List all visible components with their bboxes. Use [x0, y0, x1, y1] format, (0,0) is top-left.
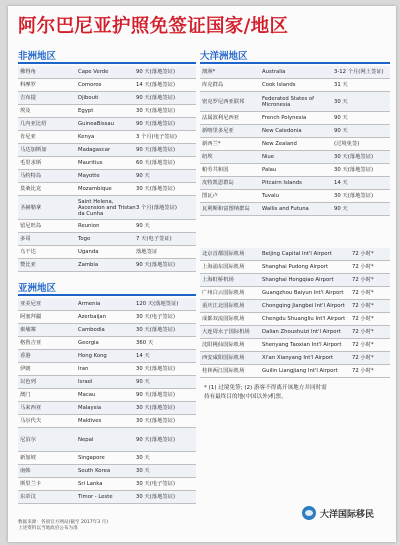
table-row	[200, 66, 390, 79]
cell-value: 落地签证	[136, 249, 158, 255]
watermark-text: 大洋国际移民	[320, 509, 375, 520]
footnote-line-2: 持有最终目的地(中国以外)机票。	[204, 394, 287, 400]
table-row	[18, 220, 196, 233]
table-row	[200, 300, 390, 313]
cell-chinese-name: 亚美尼亚	[20, 301, 42, 307]
cell-chinese-name: 多哥	[20, 236, 31, 242]
cell-chinese-name: 上海浦东国际机场	[202, 264, 245, 270]
cell-chinese-name: 柬埔寨	[20, 327, 36, 333]
table-row	[18, 170, 196, 183]
cell-value: 72 小时*	[352, 290, 374, 296]
cell-chinese-name: 纽埃	[202, 154, 213, 160]
cell-value: 72 小时*	[352, 264, 374, 270]
cell-english-name: Saint Helena, Ascension and Tristan da Cunha	[78, 198, 136, 217]
cell-english-name: Chongqing Jiangbei Int'l Airport	[262, 303, 345, 309]
cell-english-name: Macau	[78, 392, 96, 398]
africa-heading: 非洲地区	[18, 50, 196, 64]
table-row	[200, 274, 390, 287]
table-row	[200, 164, 390, 177]
cell-value: 30 天(落地签证)	[334, 193, 374, 199]
table-row	[18, 259, 196, 272]
table-row	[18, 79, 196, 92]
cell-english-name: GuineaBissau	[78, 121, 115, 127]
cell-chinese-name: 佛得角	[20, 69, 36, 75]
cell-chinese-name: 马约特岛	[20, 173, 42, 179]
cell-value: 3 个月(落地签证)	[136, 204, 177, 211]
table-row	[18, 183, 196, 196]
cell-value: 90 天	[136, 223, 150, 229]
table-row	[18, 118, 196, 131]
cell-chinese-name: 几内亚比绍	[20, 121, 47, 127]
table-row	[200, 365, 390, 378]
cell-chinese-name: 肯尼亚	[20, 134, 36, 140]
cell-value: 90 天(落地签证)	[136, 147, 176, 153]
cell-chinese-name: 香港	[20, 353, 31, 359]
table-row	[18, 402, 196, 415]
table-row	[18, 105, 196, 118]
cell-value: 90 天	[136, 379, 150, 385]
cell-english-name: New Caledonia	[262, 128, 302, 134]
cell-value: 90 天(落地签证)	[136, 95, 176, 101]
left-column	[18, 50, 196, 504]
cell-chinese-name: 马达加斯加	[20, 147, 47, 153]
cell-english-name: Iran	[78, 366, 89, 372]
table-row	[200, 203, 390, 216]
table-row	[200, 151, 390, 164]
africa-table	[18, 66, 196, 272]
cell-value: (过境免签)	[334, 141, 360, 147]
cell-english-name: Togo	[78, 236, 91, 242]
cell-value: 72 小时*	[352, 303, 374, 309]
cell-value: 90 天(落地签证)	[136, 392, 176, 398]
table-row	[18, 131, 196, 144]
cell-chinese-name: 格鲁吉亚	[20, 340, 42, 346]
table-row	[18, 478, 196, 491]
cell-value: 72 小时*	[352, 342, 374, 348]
cell-english-name: Shenyang Taoxian Int'l Airport	[262, 342, 342, 348]
cell-chinese-name: 斯里兰卡	[20, 481, 42, 487]
cell-value: 90 天(落地签证)	[136, 121, 176, 127]
table-row	[18, 376, 196, 389]
cell-chinese-name: 科摩罗	[20, 82, 36, 88]
asia-heading: 亚洲地区	[18, 282, 196, 296]
cell-chinese-name: 赞比亚	[20, 262, 36, 268]
cell-value: 90 天	[334, 128, 348, 134]
cell-chinese-name: 图瓦卢	[202, 193, 218, 199]
cell-value: 90 天	[136, 173, 150, 179]
cell-english-name: Palau	[262, 167, 277, 173]
cell-chinese-name: 新喀里多尼亚	[202, 128, 234, 134]
cell-value: 30 天(落地签证)	[136, 405, 176, 411]
cell-chinese-name: 帕劳共和国	[202, 167, 229, 173]
cell-chinese-name: 大连周水子国际机场	[202, 329, 250, 335]
cell-chinese-name: 东帝汶	[20, 494, 36, 500]
cell-chinese-name: 阿塞拜疆	[20, 314, 42, 320]
cell-chinese-name: 澳洲*	[202, 69, 216, 75]
footnote-line-1: * (1) 过境免签; (2) 游客不得离开该地方并同时需	[204, 385, 327, 391]
watermark	[302, 506, 374, 520]
cell-value: 14 天	[334, 180, 348, 186]
cell-value: 31 天	[334, 82, 348, 88]
cell-chinese-name: 埃及	[20, 108, 31, 114]
cell-chinese-name: 重庆江北国际机场	[202, 303, 245, 309]
cell-value: 3-12 个月(网上签证)	[334, 69, 384, 75]
cell-english-name: Wallis and Futuna	[262, 206, 309, 212]
cell-english-name: Chengdu Shuangliu Int'l Airport	[262, 316, 346, 322]
cell-chinese-name: 北京首都国际机场	[202, 251, 245, 257]
table-row	[18, 233, 196, 246]
cell-value: 90 天(落地签证)	[136, 69, 176, 75]
cell-value: 30 天(电子签证)	[136, 481, 176, 487]
cell-english-name: Mayotte	[78, 173, 100, 179]
source-note	[18, 520, 218, 532]
cell-value: 120 天(落地签证)	[136, 301, 179, 307]
table-row	[200, 79, 390, 92]
table-row	[18, 66, 196, 79]
table-row	[18, 491, 196, 504]
cell-chinese-name: 圣赫勒拿	[20, 204, 42, 211]
cell-english-name: Australia	[262, 69, 286, 75]
cell-english-name: Comoros	[78, 82, 102, 88]
source-text: 数据来源：各国官方网站(截至 2017年3 月) 上述资料以当地政府公布为准	[18, 520, 109, 531]
cell-chinese-name: 密克罗尼西亚联邦	[202, 98, 245, 105]
table-row	[18, 350, 196, 363]
cell-chinese-name: 新加坡	[20, 455, 36, 461]
table-row	[18, 246, 196, 259]
cell-english-name: Federated States of Micronesia	[262, 95, 315, 108]
table-row	[200, 326, 390, 339]
cell-chinese-name: 留尼旺岛	[20, 223, 42, 229]
cell-english-name: Reunion	[78, 223, 100, 229]
cell-value: 72 小时*	[352, 277, 374, 283]
cell-english-name: Israel	[78, 379, 93, 385]
cell-value: 30 天	[136, 468, 150, 474]
cell-english-name: Nepal	[78, 436, 94, 443]
cell-chinese-name: 尼泊尔	[20, 436, 36, 443]
cell-english-name: Kenya	[78, 134, 95, 140]
table-row	[200, 313, 390, 326]
cell-english-name: Beijing Capital Int'l Airport	[262, 251, 332, 257]
cell-english-name: Armenia	[78, 301, 101, 307]
cell-english-name: French Polynesia	[262, 115, 307, 121]
table-row	[18, 298, 196, 311]
cell-english-name: Mozambique	[78, 186, 112, 192]
page-title: 阿尔巴尼亚护照免签证国家/地区	[18, 16, 289, 37]
watermark-logo-icon	[302, 506, 316, 520]
table-row	[18, 452, 196, 465]
cell-chinese-name: 瓦利斯和富图纳群岛	[202, 206, 250, 212]
table-row	[200, 177, 390, 190]
cell-chinese-name: 桂林两江国际机场	[202, 368, 245, 374]
cell-value: 90 天(落地签证)	[136, 262, 176, 268]
cell-chinese-name: 以色列	[20, 379, 36, 385]
table-row	[18, 465, 196, 478]
cell-english-name: Djibouti	[78, 95, 99, 101]
cell-chinese-name: 沈阳桃仙国际机场	[202, 342, 245, 348]
cell-english-name: South Korea	[78, 468, 111, 474]
oceania-table	[200, 66, 390, 216]
cell-value: 14 天	[136, 353, 150, 359]
cell-english-name: Cambodia	[78, 327, 105, 333]
cell-english-name: Guilin Liangjiang Int'l Airport	[262, 368, 338, 374]
oceania-heading: 大洋洲地区	[200, 50, 390, 64]
cell-english-name: Georgia	[78, 340, 99, 346]
cell-english-name: Timor - Leste	[78, 494, 113, 500]
table-row	[18, 324, 196, 337]
table-row	[18, 311, 196, 324]
cell-value: 30 天(电子签证)	[136, 314, 176, 320]
cell-english-name: Cook Islands	[262, 82, 296, 88]
cell-english-name: Niue	[262, 154, 275, 160]
cell-chinese-name: 西安咸阳国际机场	[202, 355, 245, 361]
table-row	[18, 389, 196, 402]
cell-value: 90 天	[334, 115, 348, 121]
cell-english-name: Maldives	[78, 418, 102, 424]
cell-chinese-name: 毛里求斯	[20, 160, 42, 166]
cell-value: 360 天	[136, 340, 154, 346]
cell-value: 7 天(电子签证)	[136, 236, 172, 242]
cell-value: 30 天(落地签证)	[136, 108, 176, 114]
cell-value: 72 小时*	[352, 355, 374, 361]
cell-chinese-name: 成都双流国际机场	[202, 316, 245, 322]
cell-value: 30 天(落地签证)	[334, 154, 374, 160]
cell-english-name: Dalian Zhoushuizi Int'l Airport	[262, 329, 341, 335]
cell-value: 72 小时*	[352, 368, 374, 374]
table-row	[18, 415, 196, 428]
table-row	[18, 428, 196, 452]
cell-english-name: Mauritius	[78, 160, 103, 166]
table-row	[18, 157, 196, 170]
cell-value: 72 小时*	[352, 316, 374, 322]
cell-value: 90 天(落地签证)	[136, 436, 176, 443]
table-row	[200, 248, 390, 261]
cell-english-name: Azerbaijan	[78, 314, 106, 320]
table-row	[18, 144, 196, 157]
cell-english-name: Singapore	[78, 455, 105, 461]
cell-english-name: Guangzhou Baiyun Int'l Airport	[262, 290, 344, 296]
cell-chinese-name: 库克群岛	[202, 82, 224, 88]
cell-english-name: Tuvalu	[262, 193, 279, 199]
cell-chinese-name: 新西兰*	[202, 141, 221, 147]
table-row	[200, 190, 390, 203]
cell-value: 30 天(落地签证)	[334, 167, 374, 173]
cell-english-name: Madagascar	[78, 147, 111, 153]
cell-english-name: Cape Verde	[78, 69, 109, 75]
cell-english-name: Zambia	[78, 262, 99, 268]
table-row	[18, 337, 196, 350]
cell-chinese-name: 吉布提	[20, 95, 36, 101]
cell-chinese-name: 马来西亚	[20, 405, 42, 411]
cell-english-name: Uganda	[78, 249, 99, 255]
cell-chinese-name: 莫桑比克	[20, 186, 42, 192]
table-row	[200, 112, 390, 125]
airport-footnote	[200, 384, 390, 402]
table-row	[200, 138, 390, 151]
cell-chinese-name: 马尔代夫	[20, 418, 42, 424]
cell-value: 14 天(落地签证)	[136, 82, 176, 88]
table-row	[200, 287, 390, 300]
cell-chinese-name: 广州白云国际机场	[202, 290, 245, 296]
right-column	[200, 50, 390, 402]
cell-value: 30 天(落地签证)	[136, 186, 176, 192]
cell-chinese-name: 法属波利尼西亚	[202, 115, 240, 121]
table-row	[18, 363, 196, 376]
cell-english-name: Egypt	[78, 108, 94, 114]
cell-chinese-name: 皮特凯恩群岛	[202, 180, 234, 186]
cell-chinese-name: 伊朗	[20, 366, 31, 372]
cell-english-name: New Zealand	[262, 141, 297, 147]
cell-value: 72 小时*	[352, 251, 374, 257]
cell-chinese-name: 澳门	[20, 392, 31, 398]
asia-table	[18, 298, 196, 504]
cell-value: 30 天	[136, 455, 150, 461]
table-row	[18, 196, 196, 220]
cell-chinese-name: 上海虹桥机场	[202, 277, 234, 283]
cell-chinese-name: 南韩	[20, 468, 31, 474]
cell-value: 30 天(落地签证)	[136, 327, 176, 333]
cell-value: 30 天(落地签证)	[136, 366, 176, 372]
table-row	[200, 125, 390, 138]
cell-value: 30 天(落地签证)	[136, 418, 176, 424]
cell-english-name: Malaysia	[78, 405, 102, 411]
cell-english-name: Hong Kong	[78, 353, 107, 359]
cell-english-name: Pitcairn Islands	[262, 180, 302, 186]
cell-value: 90 天	[334, 206, 348, 212]
cell-chinese-name: 乌干达	[20, 249, 36, 255]
table-row	[200, 92, 390, 112]
cell-value: 72 小时*	[352, 329, 374, 335]
cell-value: 3 个月(电子签证)	[136, 134, 177, 140]
cell-english-name: Shanghai Pudong Airport	[262, 264, 329, 270]
table-row	[200, 352, 390, 365]
cell-english-name: Xi'an Xianyang Int'l Airport	[262, 355, 334, 361]
cell-english-name: Sri Lanka	[78, 481, 103, 487]
cell-value: 30 天(落地签证)	[136, 494, 176, 500]
table-row	[200, 261, 390, 274]
cell-english-name: Shanghai Hongqiao Airport	[262, 277, 334, 283]
table-row	[18, 92, 196, 105]
document-page	[8, 6, 396, 542]
table-row	[200, 339, 390, 352]
cell-value: 60 天(落地签证)	[136, 160, 176, 166]
cell-value: 30 天	[334, 98, 348, 105]
airport-table	[200, 248, 390, 378]
